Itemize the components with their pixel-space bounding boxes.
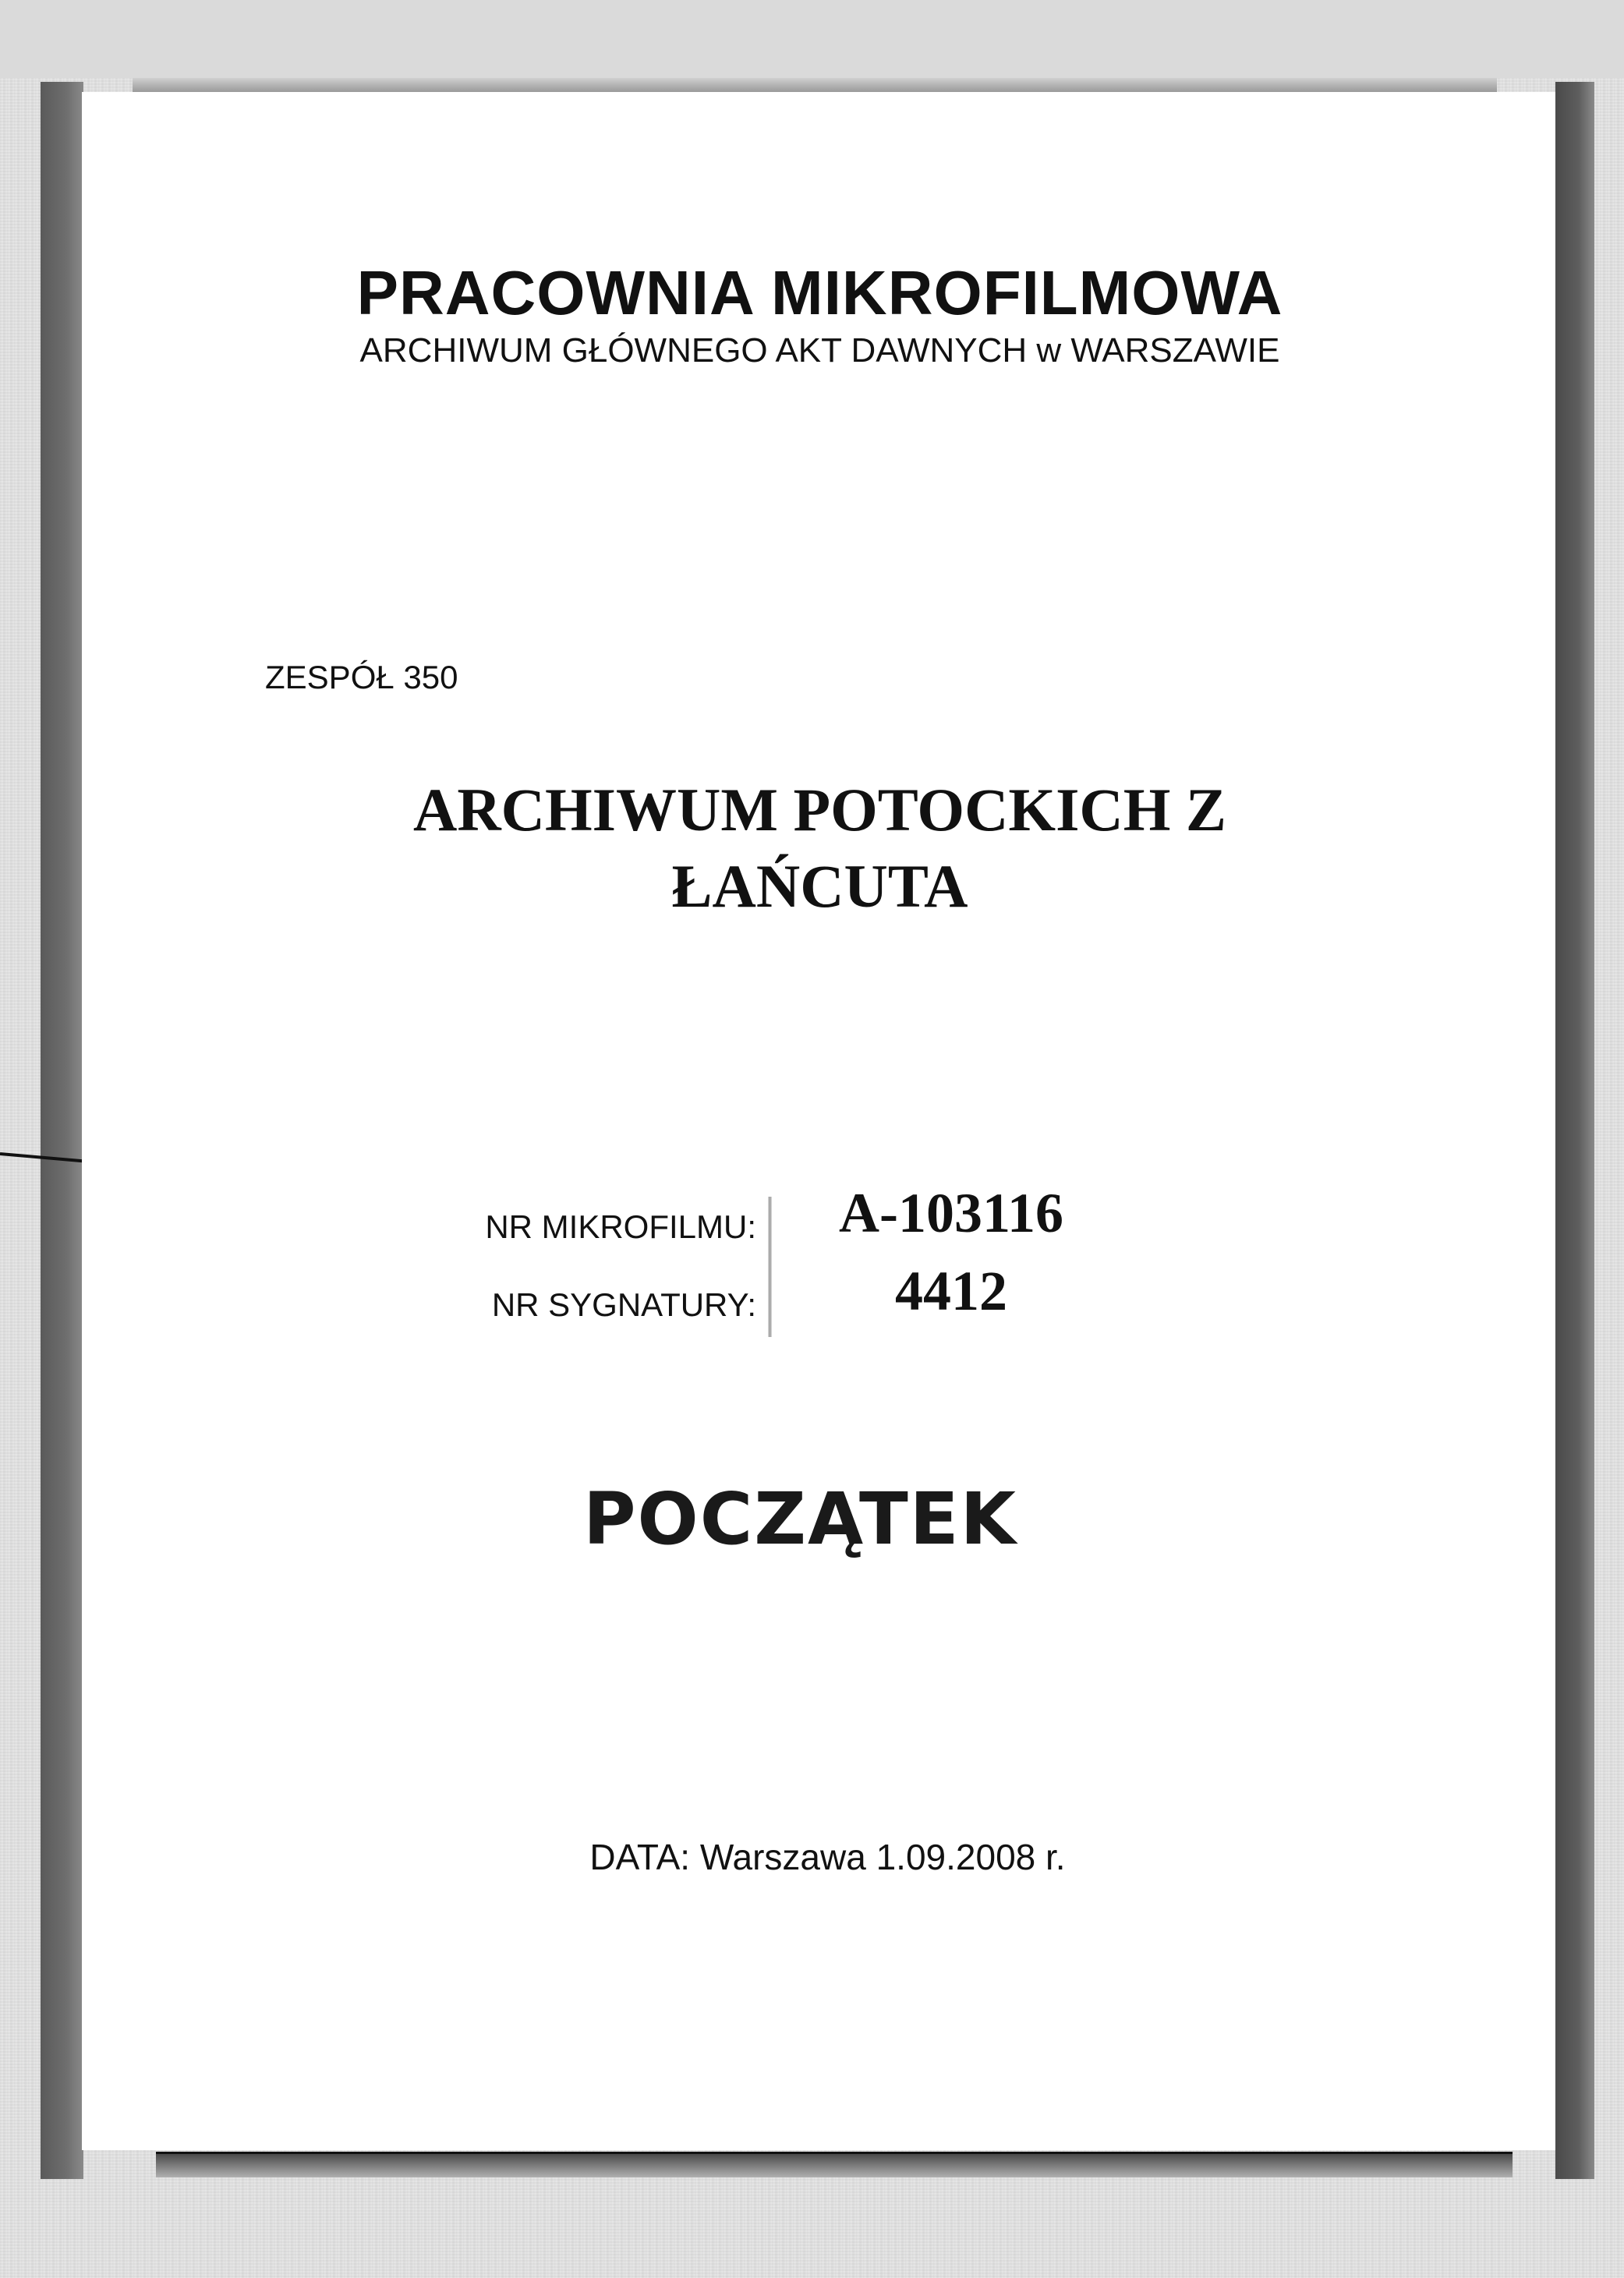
- fonds-name-line2: ŁAŃCUTA: [671, 852, 968, 920]
- fonds-name-line1: ARCHIWUM POTOCKICH Z: [413, 776, 1226, 844]
- microfilm-number-value: A-103116: [839, 1182, 1063, 1244]
- microfilm-number-label: NR MIKROFILMU:: [485, 1208, 756, 1245]
- film-bottom-shadow: [156, 2152, 1513, 2177]
- document-title: PRACOWNIA MIKROFILMOWA: [356, 258, 1283, 327]
- field-divider: [768, 1197, 772, 1337]
- fonds-name: [0, 772, 1624, 925]
- fonds-number: ZESPÓŁ 350: [265, 659, 458, 695]
- signature-number-label: NR SYGNATURY:: [491, 1286, 756, 1323]
- date-line: DATA: Warszawa 1.09.2008 r.: [589, 1837, 1066, 1877]
- film-top-band: [0, 0, 1624, 78]
- document-subtitle: ARCHIWUM GŁÓWNEGO AKT DAWNYCH w WARSZAWIE: [359, 331, 1280, 370]
- start-marker: POCZĄTEK: [583, 1477, 1017, 1561]
- signature-number-value: 4412: [895, 1260, 1007, 1322]
